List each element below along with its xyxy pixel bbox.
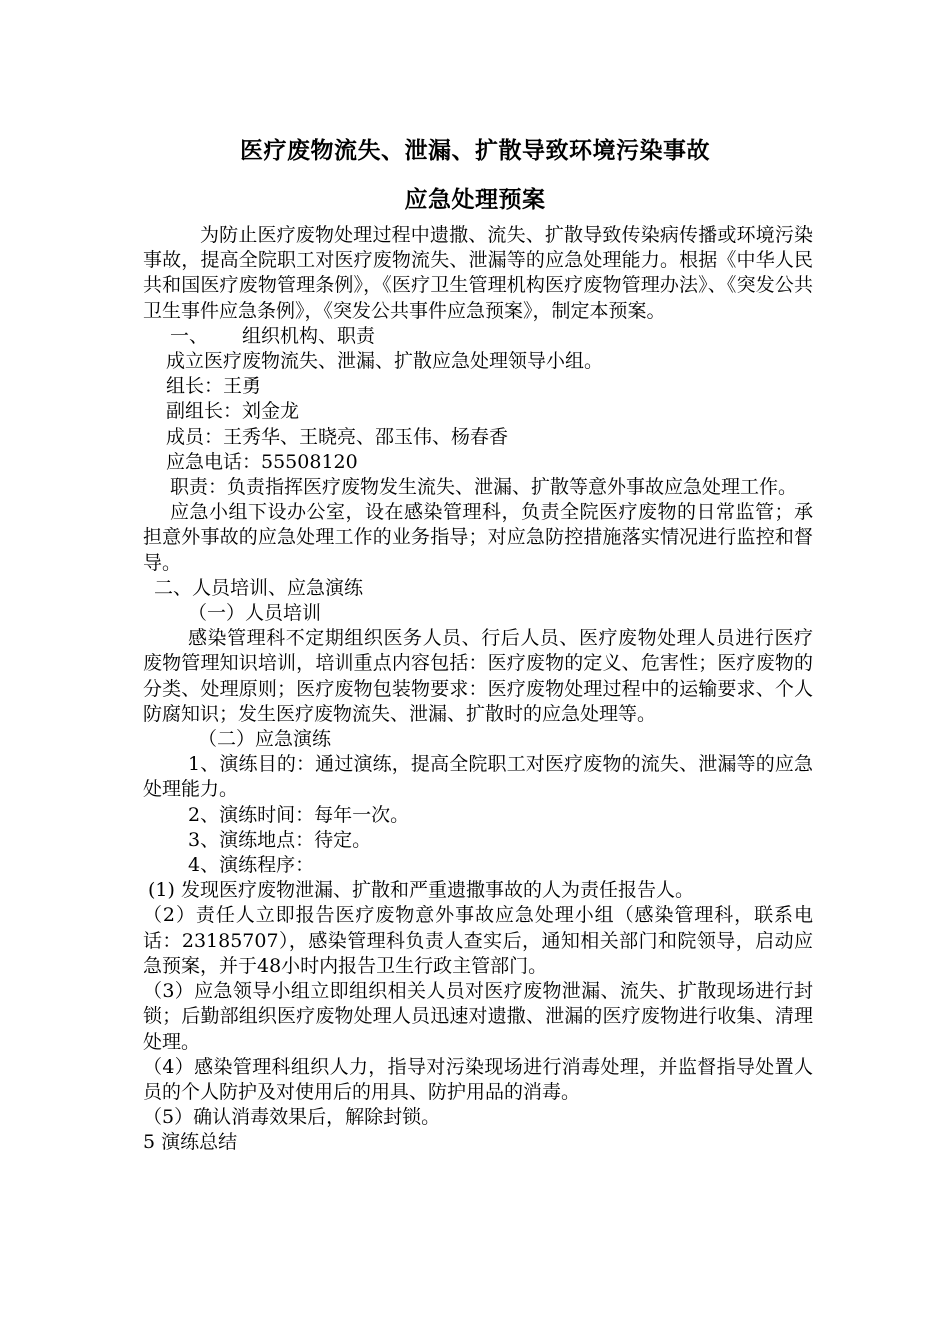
document-body	[143, 223, 813, 1156]
drill-item-2: 2、演练时间：每年一次。	[188, 803, 410, 826]
document-title-line2: 应急处理预案	[404, 187, 546, 213]
procedure-5: （5）确认消毒效果后，解除封锁。	[143, 1106, 441, 1129]
section1-leader: 组长：王勇	[166, 375, 262, 398]
section2-heading: 二、人员培训、应急演练	[154, 576, 364, 599]
section1-phone: 应急电话：55508120	[166, 450, 358, 473]
document-title-line1: 医疗废物流失、泄漏、扩散导致环境污染事故	[240, 138, 710, 164]
section1-heading	[143, 324, 813, 349]
drill-item-4: 4、演练程序：	[188, 854, 315, 877]
section2-sub1-text: 感染管理科不定期组织医务人员、行后人员、医疗废物处理人员进行医疗废物管理知识培训，培训重点内容包括：医疗废物的定义、危害性；医疗废物的分类、处理原则；医疗废物包装物要求：医疗废物处理过程中的运输要求、个人防腐知识；发生医疗废物流失、泄漏、扩散时的应急处理等。	[143, 627, 813, 725]
section1-deputy: 副组长：刘金龙	[166, 400, 300, 423]
drill-item-3: 3、演练地点：待定。	[188, 828, 372, 851]
procedure-3: （3）应急领导小组立即组织相关人员对医疗废物泄漏、流失、扩散现场进行封锁；后勤部组织医疗废物处理人员迅速对遗撒、泄漏的医疗废物进行收集、清理处理。	[143, 980, 813, 1053]
section1-duty: 职责：负责指挥医疗废物发生流失、泄漏、扩散等意外事故应急处理工作。	[170, 476, 798, 499]
section1-office: 应急小组下设办公室，设在感染管理科，负责全院医疗废物的日常监管；承担意外事故的应急处理工作的业务指导；对应急防控措施落实情况进行监控和督导。	[143, 501, 813, 574]
drill-item-1: 1、演练目的：通过演练，提高全院职工对医疗废物的流失、泄漏等的应急处理能力。	[143, 753, 813, 801]
procedure-4: （4）感染管理科组织人力，指导对污染现场进行消毒处理，并监督指导处置人员的个人防护及对使用后的用具、防护用品的消毒。	[143, 1055, 813, 1103]
section1-members: 成员：王秀华、王晓亮、邵玉伟、杨春香	[166, 425, 509, 448]
section1-number: 一、	[170, 324, 209, 347]
section2-sub1-heading: （一）人员培训	[188, 602, 322, 625]
procedure-2: （2）责任人立即报告医疗废物意外事故应急处理小组（感染管理科，联系电话：23185707），感染管理科负责人查实后，通知相关部门和院领导，启动应急预案，并于48小时内报告卫生行政主管部门。	[143, 904, 813, 977]
section1-heading-text: 组织机构、职责	[242, 324, 376, 347]
section1-establish: 成立医疗废物流失、泄漏、扩散应急处理领导小组。	[166, 350, 604, 373]
intro-paragraph: 为防止医疗废物处理过程中遗撒、流失、扩散导致传染病传播或环境污染事故，提高全院职工对医疗废物流失、泄漏等的应急处理能力。根据《中华人民共和国医疗废物管理条例》，《医疗卫生管理机构医疗废物管理办法》、《突发公共卫生事件应急条例》，《突发公共事件应急预案》，制定本预案。	[143, 224, 813, 322]
drill-summary: 5 演练总结	[143, 1131, 238, 1154]
section2-sub2-heading: （二）应急演练	[198, 728, 332, 751]
procedure-1: (1) 发现医疗废物泄漏、扩散和严重遗撒事故的人为责任报告人。	[148, 879, 694, 902]
